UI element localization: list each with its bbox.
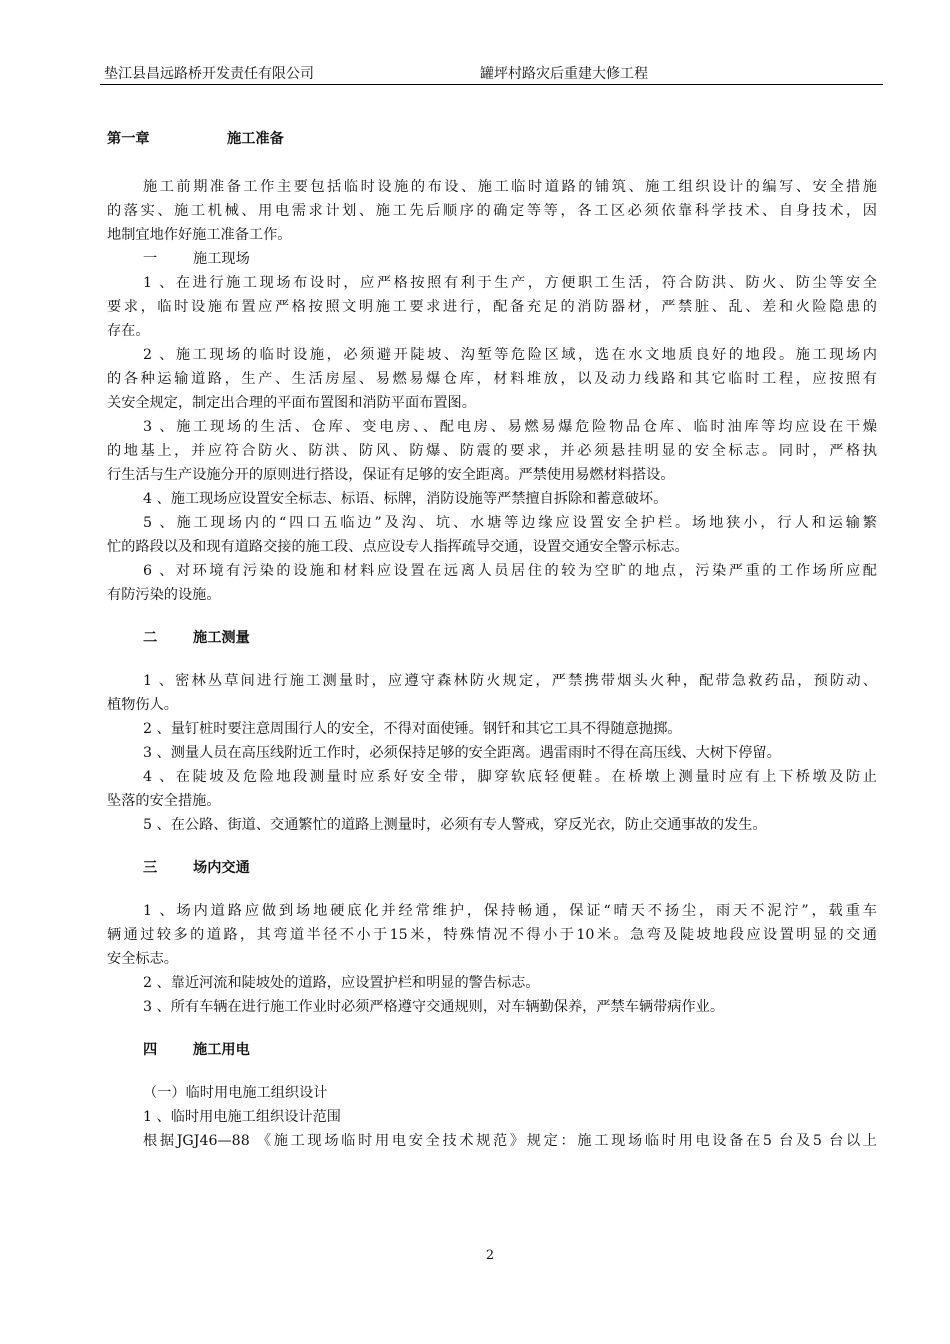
paragraph-line: 安全标志。 xyxy=(107,951,178,967)
paragraph-line: 1 、在进行施工现场布设时，应严格按照有利于生产，方便职工生活，符合防洪、防火、防尘等安全 xyxy=(143,275,877,291)
paragraph-line: 1 、密林丛草间进行施工测量时，应遵守森林防火规定，严禁携带烟头火种，配带急救药品，预防动、 xyxy=(143,673,877,689)
chapter-number: 第一章 xyxy=(107,131,150,147)
paragraph-line: 辆通过较多的道路，其弯道半径不小于15米，特殊情况不得小于10米。急弯及陡坡地段应设置明显的交通 xyxy=(107,927,877,943)
paragraph-line: 植物伤人。 xyxy=(107,697,178,713)
paragraph-line: 2 、施工现场的临时设施，必须避开陡坡、沟堑等危险区域，选在水文地质良好的地段。施工现场内 xyxy=(143,347,877,363)
paragraph-line: 忙的路段以及和现有道路交接的施工段、点应设专人指挥疏导交通，设置交通安全警示标志。 xyxy=(107,539,689,555)
paragraph-line: 3 、测量人员在高压线附近工作时，必须保持足够的安全距离。遇雷雨时不得在高压线、大树下停留。 xyxy=(143,745,781,761)
paragraph-line: 1 、场内道路应做到场地硬底化并经常维护，保持畅通，保证“晴天不扬尘，雨天不泥泞”，载重车 xyxy=(143,903,877,919)
paragraph-line: 5 、施工现场内的“四口五临边”及沟、坑、水塘等边缘应设置安全护栏。场地狭小，行人和运输繁 xyxy=(143,515,877,531)
paragraph-line: 的地基上，并应符合防火、防洪、防风、防爆、防震的要求，并必须悬挂明显的安全标志。同时，严格执 xyxy=(107,443,877,459)
section-heading xyxy=(107,1038,877,1062)
paragraph-line: 2 、量钉桩时要注意周围行人的安全，不得对面使锤。钢钎和其它工具不得随意抛掷。 xyxy=(143,721,682,737)
section-heading xyxy=(107,856,877,880)
section-title: 场内交通 xyxy=(193,860,250,876)
section-number: 一 xyxy=(143,251,158,267)
section-heading xyxy=(107,247,877,271)
section-title: 施工用电 xyxy=(193,1042,250,1058)
paragraph-line: 施工前期准备工作主要包括临时设施的布设、施工临时道路的铺筑、施工组织设计的编写、安全措施 xyxy=(143,179,877,195)
paragraph-line: 存在。 xyxy=(107,323,150,339)
item-heading: 1 、临时用电施工组织设计范围 xyxy=(143,1109,341,1125)
header-company: 垫江县昌远路桥开发责任有限公司 xyxy=(104,66,314,82)
section-heading xyxy=(107,626,877,650)
paragraph-line: 坠落的安全措施。 xyxy=(107,793,221,809)
paragraph-line: 的各种运输道路，生产、生活房屋、易燃易爆仓库，材料堆放，以及动力线路和其它临时工程，应按照有 xyxy=(107,371,877,387)
paragraph-line: 4 、施工现场应设置安全标志、标语、标牌，消防设施等严禁擅自拆除和蓄意破坏。 xyxy=(143,491,668,507)
paragraph-line: 2 、靠近河流和陡坡处的道路，应设置护栏和明显的警告标志。 xyxy=(143,975,540,991)
paragraph-line: 6 、对环境有污染的设施和材料应设置在远离人员居住的较为空旷的地点，污染严重的工作场所应配 xyxy=(143,563,877,579)
section-title: 施工测量 xyxy=(193,630,250,646)
paragraph-line: 地制宜地作好施工准备工作。 xyxy=(107,227,292,243)
paragraph-line: 3 、所有车辆在进行施工作业时必须严格遵守交通规则，对车辆勤保养，严禁车辆带病作业。 xyxy=(143,999,725,1015)
section-number: 二 xyxy=(143,630,158,646)
paragraph-line: 4 、在陡坡及危险地段测量时应系好安全带，脚穿软底轻便鞋。在桥墩上测量时应有上下桥墩及防止 xyxy=(143,769,877,785)
paragraph-line: 有防污染的设施。 xyxy=(107,587,221,603)
paragraph-line: 要求，临时设施布置应严格按照文明施工要求进行，配备充足的消防器材，严禁脏、乱、差和火险隐患的 xyxy=(107,299,877,315)
paragraph-line: 的落实、施工机械、用电需求计划、施工先后顺序的确定等等，各工区必须依靠科学技术、自身技术，因 xyxy=(107,203,877,219)
section-title: 施工现场 xyxy=(193,251,250,267)
chapter-title: 施工准备 xyxy=(227,131,284,147)
subsection-heading: （一）临时用电施工组织设计 xyxy=(143,1085,328,1101)
header-rule xyxy=(100,84,883,85)
section-number: 三 xyxy=(143,860,158,876)
chapter-heading xyxy=(107,127,877,151)
section-number: 四 xyxy=(143,1042,158,1058)
page-number: 2 xyxy=(485,1248,495,1263)
page-body xyxy=(107,127,877,1153)
paragraph-line: 3 、施工现场的生活、仓库、变电房、、配电房、易燃易爆危险物品仓库、临时油库等均应设在干燥 xyxy=(143,419,877,435)
paragraph-line: 关安全规定，制定出合理的平面布置图和消防平面布置图。 xyxy=(107,395,476,411)
paragraph-line: 根据JGJ46—88 《施工现场临时用电安全技术规范》规定：施工现场临时用电设备在5 台及5 台以上 xyxy=(143,1133,877,1149)
header-project: 罐坪村路灾后重建大修工程 xyxy=(480,66,648,82)
paragraph-line: 行生活与生产设施分开的原则进行搭设，保证有足够的安全距离。严禁使用易燃材料搭设。 xyxy=(107,467,675,483)
paragraph-line: 5 、在公路、街道、交通繁忙的道路上测量时，必须有专人警戒，穿反光衣，防止交通事故的发生。 xyxy=(143,817,767,833)
